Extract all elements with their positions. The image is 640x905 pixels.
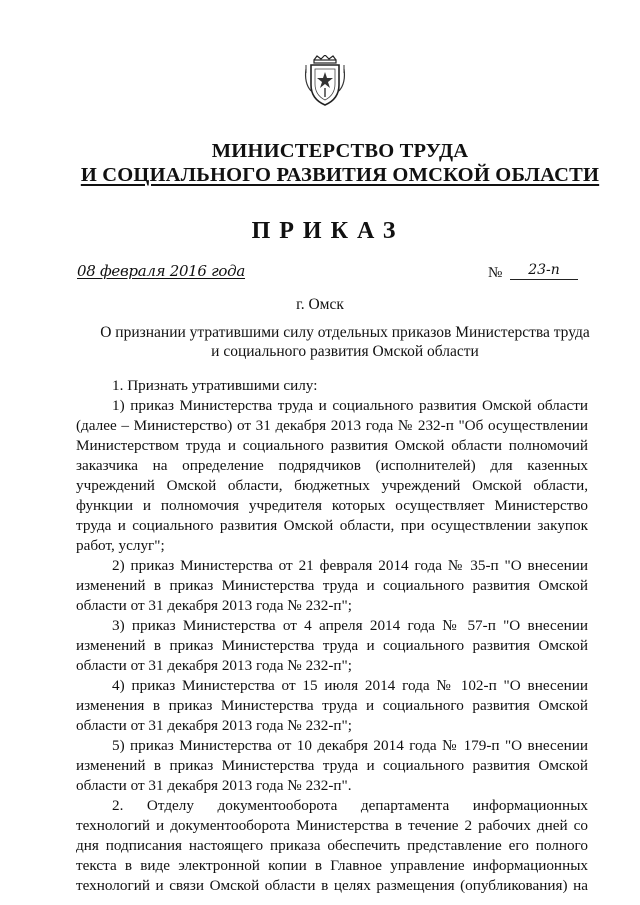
body-line: изменений в приказ Министерства труда и социального развития Омской	[76, 637, 588, 654]
handwritten-number: 23-п	[510, 262, 578, 280]
body-line: изменений в приказ Министерства труда и социального развития Омской	[76, 757, 588, 774]
body-line: текста в виде электронной копии в Главное управление информационных	[76, 857, 588, 874]
body-line: труда и социального развития Омской области, при осуществлении закупок	[76, 517, 588, 534]
body-line: 2. Отделу документооборота департамента информационных	[112, 797, 588, 814]
body-line: Министерством труда и социального развития Омской области полномочий	[76, 437, 588, 454]
body-line: учреждений Омской области, бюджетных учреждений Омской области,	[76, 477, 588, 494]
body-line: изменения в приказ Министерства труда и социального развития Омской	[76, 697, 588, 714]
document-type-title: ПРИКАЗ	[251, 218, 405, 244]
body-line: функции и полномочия учредителя которых осуществляет Министерство	[76, 497, 588, 514]
ministry-name-line2: И СОЦИАЛЬНОГО РАЗВИТИЯ ОМСКОЙ ОБЛАСТИ	[80, 164, 600, 186]
handwritten-date: 08 февраля 2016 года	[77, 262, 246, 280]
body-line: области от 31 декабря 2013 года № 232-п";	[76, 717, 352, 734]
body-line: технологий и документооборота Министерства в течение 2 рабочих дней со	[76, 817, 588, 834]
body-line: области от 31 декабря 2013 года № 232-п";	[76, 597, 352, 614]
body-line: (далее – Министерство) от 31 декабря 2013 года № 232-п "Об осуществлении	[76, 417, 588, 434]
body-line: области от 31 декабря 2013 года № 232-п".	[76, 777, 352, 794]
body-line: дня подписания настоящего приказа обеспечить представление его полного	[76, 837, 588, 854]
body-line: 3) приказ Министерства от 4 апреля 2014 года № 57-п "О внесении	[112, 617, 588, 634]
body-line: 1. Признать утратившими силу:	[112, 377, 318, 394]
omsk-coat-of-arms-icon	[303, 55, 347, 107]
body-line: заказчика на определение подрядчиков (исполнителей) для казенных	[76, 457, 588, 474]
body-line: работ, услуг";	[76, 537, 165, 554]
body-line: изменений в приказ Министерства труда и социального развития Омской	[76, 577, 588, 594]
body-line: 2) приказ Министерства от 21 февраля 2014 года № 35-п "О внесении	[112, 557, 588, 574]
body-line: области от 31 декабря 2013 года № 232-п";	[76, 657, 352, 674]
body-line: технологий и связи Омской области в целях размещения (опубликования) на	[76, 877, 588, 894]
body-line: 4) приказ Министерства от 15 июля 2014 года № 102-п "О внесении	[112, 677, 588, 694]
city-line: г. Омск	[296, 296, 344, 313]
number-label: №	[488, 265, 503, 281]
body-line: 1) приказ Министерства труда и социального развития Омской области	[112, 397, 588, 414]
body-line: 5) приказ Министерства от 10 декабря 2014 года № 179-п "О внесении	[112, 737, 588, 754]
ministry-name-line1: МИНИСТЕРСТВО ТРУДА	[211, 140, 469, 162]
order-subject: О признании утратившими силу отдельных приказов Министерства труда и социального развития Омской области	[100, 324, 590, 360]
